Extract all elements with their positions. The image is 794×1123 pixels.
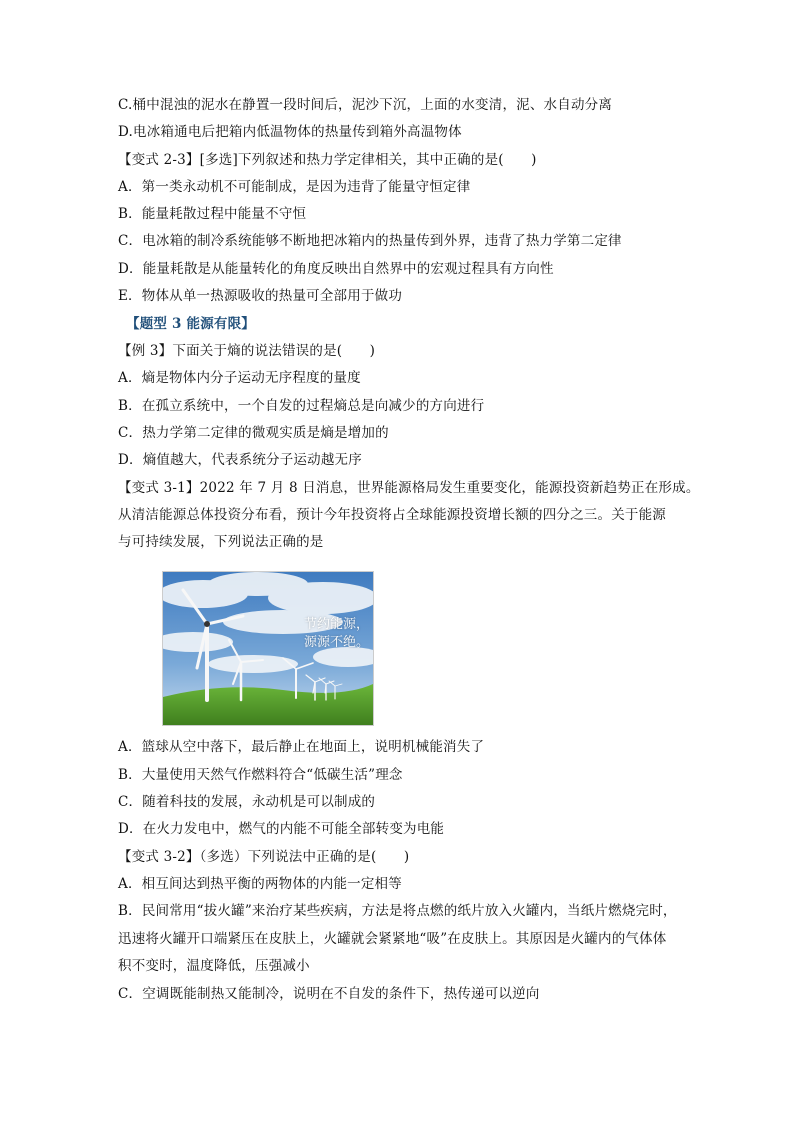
option-d-entropy-disorder: D．熵值越大，代表系统分子运动越无序: [118, 452, 362, 468]
option-b-isolated-system: B．在孤立系统中，一个自发的过程熵总是向减少的方向进行: [118, 398, 485, 414]
question-variant-2-3: 【变式 2-3】[多选]下列叙述和热力学定律相关，其中正确的是( ): [118, 152, 537, 168]
option-b-cupping-line3: 积不变时，温度降低，压强减小: [118, 958, 310, 974]
question-variant-3-2: 【变式 3-2】（多选）下列说法中正确的是( ): [118, 849, 410, 865]
option-b-energy-dissipation: B．能量耗散过程中能量不守恒: [118, 206, 307, 222]
option-c-refrigeration: C．电冰箱的制冷系统能够不断地把冰箱内的热量传到外界，违背了热力学第二定律: [118, 233, 622, 249]
option-c-perpetual-machine: C．随着科技的发展，永动机是可以制成的: [118, 794, 376, 810]
option-a-thermal-equilibrium: A．相互间达到热平衡的两物体的内能一定相等: [118, 876, 402, 892]
wind-turbine-image: [162, 571, 374, 726]
option-a-entropy-measure: A．熵是物体内分子运动无序程度的量度: [118, 370, 361, 386]
option-b-cupping-line1: B．民间常用“拔火罐”来治疗某些疾病，方法是将点燃的纸片放入火罐内，当纸片燃烧完时，: [118, 903, 677, 919]
section-heading-type-3: 【题型 3 能源有限】: [126, 316, 255, 332]
option-e-single-source: E．物体从单一热源吸收的热量可全部用于做功: [118, 288, 403, 304]
question-example-3: 【例 3】下面关于熵的说法错误的是( ): [118, 343, 376, 359]
option-a-basketball: A．篮球从空中落下，最后静止在地面上，说明机械能消失了: [118, 739, 485, 755]
option-a-perpetual-motion: A．第一类永动机不可能制成，是因为违背了能量守恒定律: [118, 179, 471, 195]
slogan-line-1: 节约能源，: [303, 617, 369, 632]
option-c-air-conditioner: C．空调既能制热又能制冷，说明在不自发的条件下，热传递可以逆向: [118, 986, 540, 1002]
question-variant-3-1-line1: 【变式 3-1】2022 年 7 月 8 日消息，世界能源格局发生重要变化，能源投资新趋势正在形成。: [118, 480, 700, 496]
slogan-line-2: 源源不绝。: [303, 635, 369, 650]
option-d-directionality: D．能量耗散是从能量转化的角度反映出自然界中的宏观过程具有方向性: [118, 261, 554, 277]
option-b-cupping-line2: 迅速将火罐开口端紧压在皮肤上，火罐就会紧紧地“吸”在皮肤上。其原因是火罐内的气体体: [118, 931, 667, 947]
question-variant-3-1-line2: 从清洁能源总体投资分布看，预计今年投资将占全球能源投资增长额的四分之三。关于能源: [118, 507, 666, 523]
question-variant-3-1-line3: 与可持续发展，下列说法正确的是: [118, 534, 324, 550]
option-d-thermal-power: D．在火力发电中，燃气的内能不可能全部转变为电能: [118, 821, 445, 837]
option-b-natural-gas: B．大量使用天然气作燃料符合“低碳生活”理念: [118, 767, 403, 783]
option-c-mud-water: C.桶中混浊的泥水在静置一段时间后，泥沙下沉，上面的水变清，泥、水自动分离: [118, 97, 613, 113]
slogan-overlay: [304, 616, 369, 652]
option-c-second-law: C．热力学第二定律的微观实质是熵是增加的: [118, 425, 389, 441]
option-d-fridge: D.电冰箱通电后把箱内低温物体的热量传到箱外高温物体: [118, 124, 462, 140]
